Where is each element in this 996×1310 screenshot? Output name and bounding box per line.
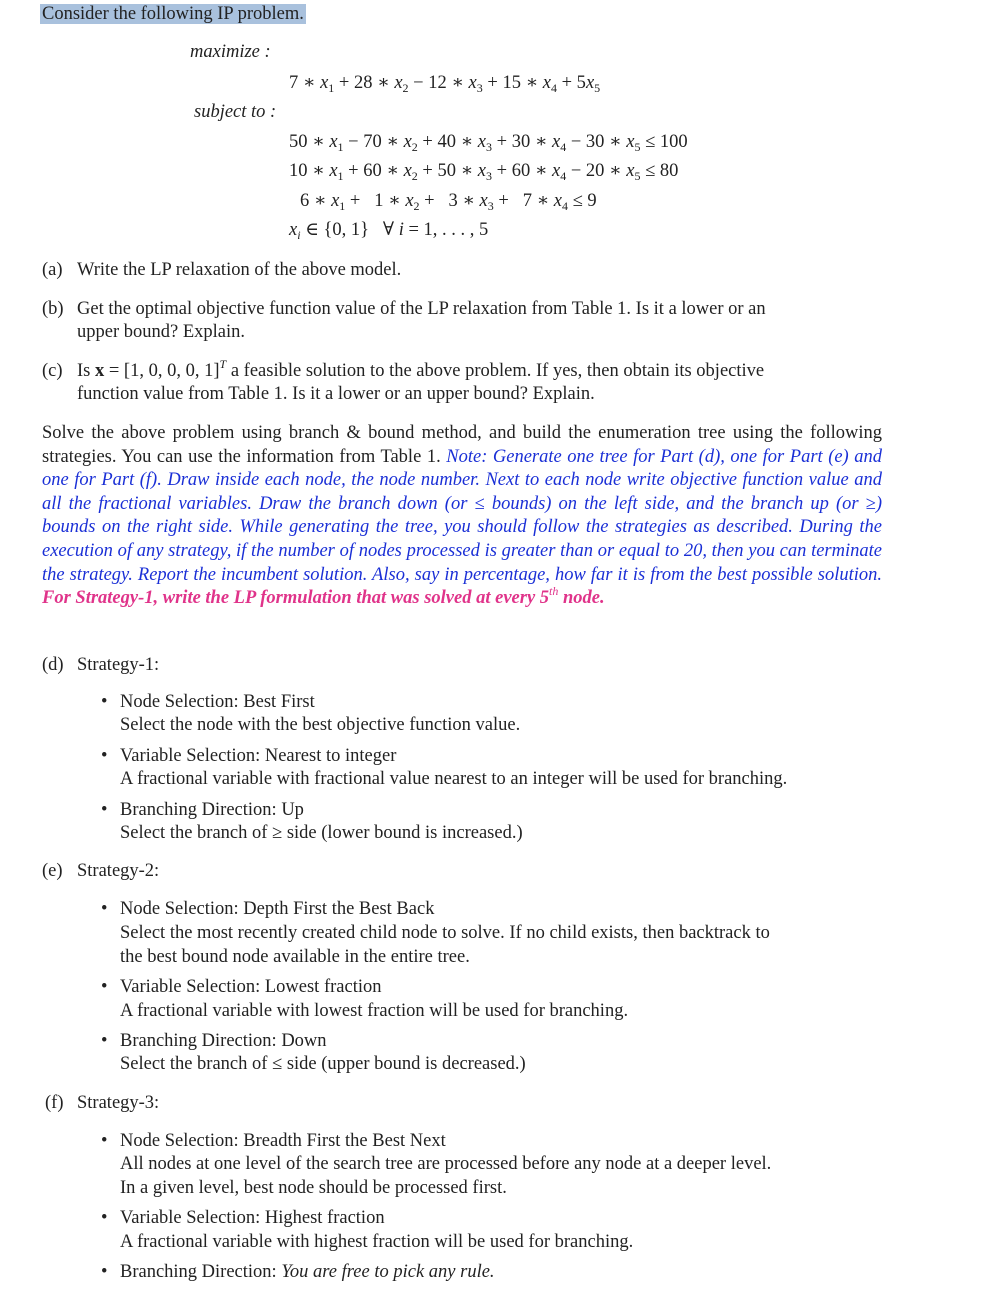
- bullet-icon: •: [101, 746, 108, 766]
- strategy-e-item-1-body-2: the best bound node available in the entire tree.: [120, 947, 470, 967]
- instructions-plain: Solve the above problem using branch & bound method, and build the enumeration tree using the following strategies. You can use the information from Table 1.: [42, 423, 882, 467]
- question-a-text: Write the LP relaxation of the above model.: [77, 260, 402, 280]
- strategy-f-item-1-body-1: All nodes at one level of the search tree are processed before any node at a deeper level.: [120, 1154, 772, 1174]
- bullet-icon: •: [101, 899, 108, 919]
- strategy-e-item-3-body: Select the branch of ≤ side (upper bound is decreased.): [120, 1054, 526, 1074]
- question-b-tag: (b): [42, 299, 64, 319]
- strategy-e-title: Strategy-2:: [77, 861, 160, 881]
- question-c-line2: function value from Table 1. Is it a lower or an upper bound? Explain.: [77, 384, 595, 404]
- constraint-1: 50 ∗ $x_1 - 70$ ∗ $x_2 + 40$ ∗ $x_3 + 30$ ∗ $x_4 - 30$ ∗ $x_5 \le 100$: [289, 132, 688, 154]
- question-b-line1: Get the optimal objective function value of the LP relaxation from Table 1. Is it a lower or an: [77, 299, 766, 319]
- bullet-icon: •: [101, 800, 108, 820]
- objective-function: 7 ∗ $x_1 + 28$ ∗ $x_2 - 12$ ∗ $x_3 + 15$ ∗ $x_4 + 5x_5$: [289, 73, 601, 95]
- strategy-e-tag: (e): [42, 861, 63, 881]
- instructions-note: Note: Generate one tree for Part (d), one for Part (e) and one for Part (f). Draw inside each node, the node number. Next to each node write objective function value and all the fractional variables. Draw the branch down (or ≤ bounds) on the left side, and the branch up (or ≥) bounds on the right side. While generating the tree, you should follow the strategies as described. During the execution of any strategy, if the number of nodes processed is greater than or equal to 20, then you can terminate the strategy. Report the incumbent solution. Also, say in percentage, how far it is from the best possible solution.: [42, 446, 883, 585]
- strategy-f-item-1-body-2: In a given level, best node should be processed first.: [120, 1178, 507, 1198]
- strategy-d-tag: (d): [42, 655, 64, 675]
- question-c-line1: Is x = [1, 0, 0, 0, 1]$^T$ a feasible solution to the above problem. If yes, then obtain its objective: [77, 357, 765, 381]
- strategy-d-item-3-head: Branching Direction: Up: [120, 800, 304, 820]
- subject-to-label: subject to :: [194, 102, 277, 122]
- question-c-tag: (c): [42, 361, 63, 381]
- constraint-3: 6 ∗ $x_1 + 1$ ∗ $x_2 + 3$ ∗ $x_3 + 7$ ∗ $x_4 \le 9$: [300, 191, 597, 213]
- bullet-icon: •: [101, 1262, 108, 1282]
- bullet-icon: •: [101, 1031, 108, 1051]
- strategy-d-title: Strategy-1:: [77, 655, 160, 675]
- instructions-paragraph: [42, 422, 882, 611]
- strategy-d-item-3-body: Select the branch of ≥ side (lower bound is increased.): [120, 823, 523, 843]
- intro-text: Consider the following IP problem.: [42, 4, 304, 24]
- strategy-f-item-2-head: Variable Selection: Highest fraction: [120, 1208, 385, 1228]
- constraint-2: 10 ∗ $x_1 + 60$ ∗ $x_2 + 50$ ∗ $x_3 + 60$ ∗ $x_4 - 20$ ∗ $x_5 \le 80$: [289, 161, 679, 183]
- strategy-e-item-1-head: Node Selection: Depth First the Best Back: [120, 899, 435, 919]
- strategy-f-item-3-head: Branching Direction: You are free to pick any rule.: [120, 1262, 495, 1282]
- strategy-f-item-2-body: A fractional variable with highest fraction will be used for branching.: [120, 1232, 634, 1252]
- bullet-icon: •: [101, 1131, 108, 1151]
- strategy-e-item-2-head: Variable Selection: Lowest fraction: [120, 977, 382, 997]
- bullet-icon: •: [101, 977, 108, 997]
- bullet-icon: •: [101, 1208, 108, 1228]
- bullet-icon: •: [101, 692, 108, 712]
- maximize-label: maximize :: [190, 42, 271, 62]
- strategy-d-item-2-head: Variable Selection: Nearest to integer: [120, 746, 397, 766]
- question-a-tag: (a): [42, 260, 63, 280]
- strategy-e-item-3-head: Branching Direction: Down: [120, 1031, 327, 1051]
- question-b-line2: upper bound? Explain.: [77, 322, 245, 342]
- strategy-e-item-2-body: A fractional variable with lowest fraction will be used for branching.: [120, 1001, 629, 1021]
- strategy-d-item-1-body: Select the node with the best objective function value.: [120, 715, 521, 735]
- strategy-d-item-2-body: A fractional variable with fractional value nearest to an integer will be used for branching.: [120, 769, 788, 789]
- instructions-emphasis: For Strategy-1, write the LP formulation that was solved at every 5th node.: [42, 584, 605, 609]
- strategy-d-item-1-head: Node Selection: Best First: [120, 692, 315, 712]
- strategy-f-item-1-head: Node Selection: Breadth First the Best Next: [120, 1131, 446, 1151]
- strategy-e-item-1-body-1: Select the most recently created child node to solve. If no child exists, then backtrack to: [120, 923, 770, 943]
- strategy-f-tag: (f): [45, 1093, 64, 1113]
- constraint-binary: $x_i$ ∈ {0, 1} ∀ i = 1, . . . , 5: [289, 220, 489, 242]
- strategy-f-title: Strategy-3:: [77, 1093, 160, 1113]
